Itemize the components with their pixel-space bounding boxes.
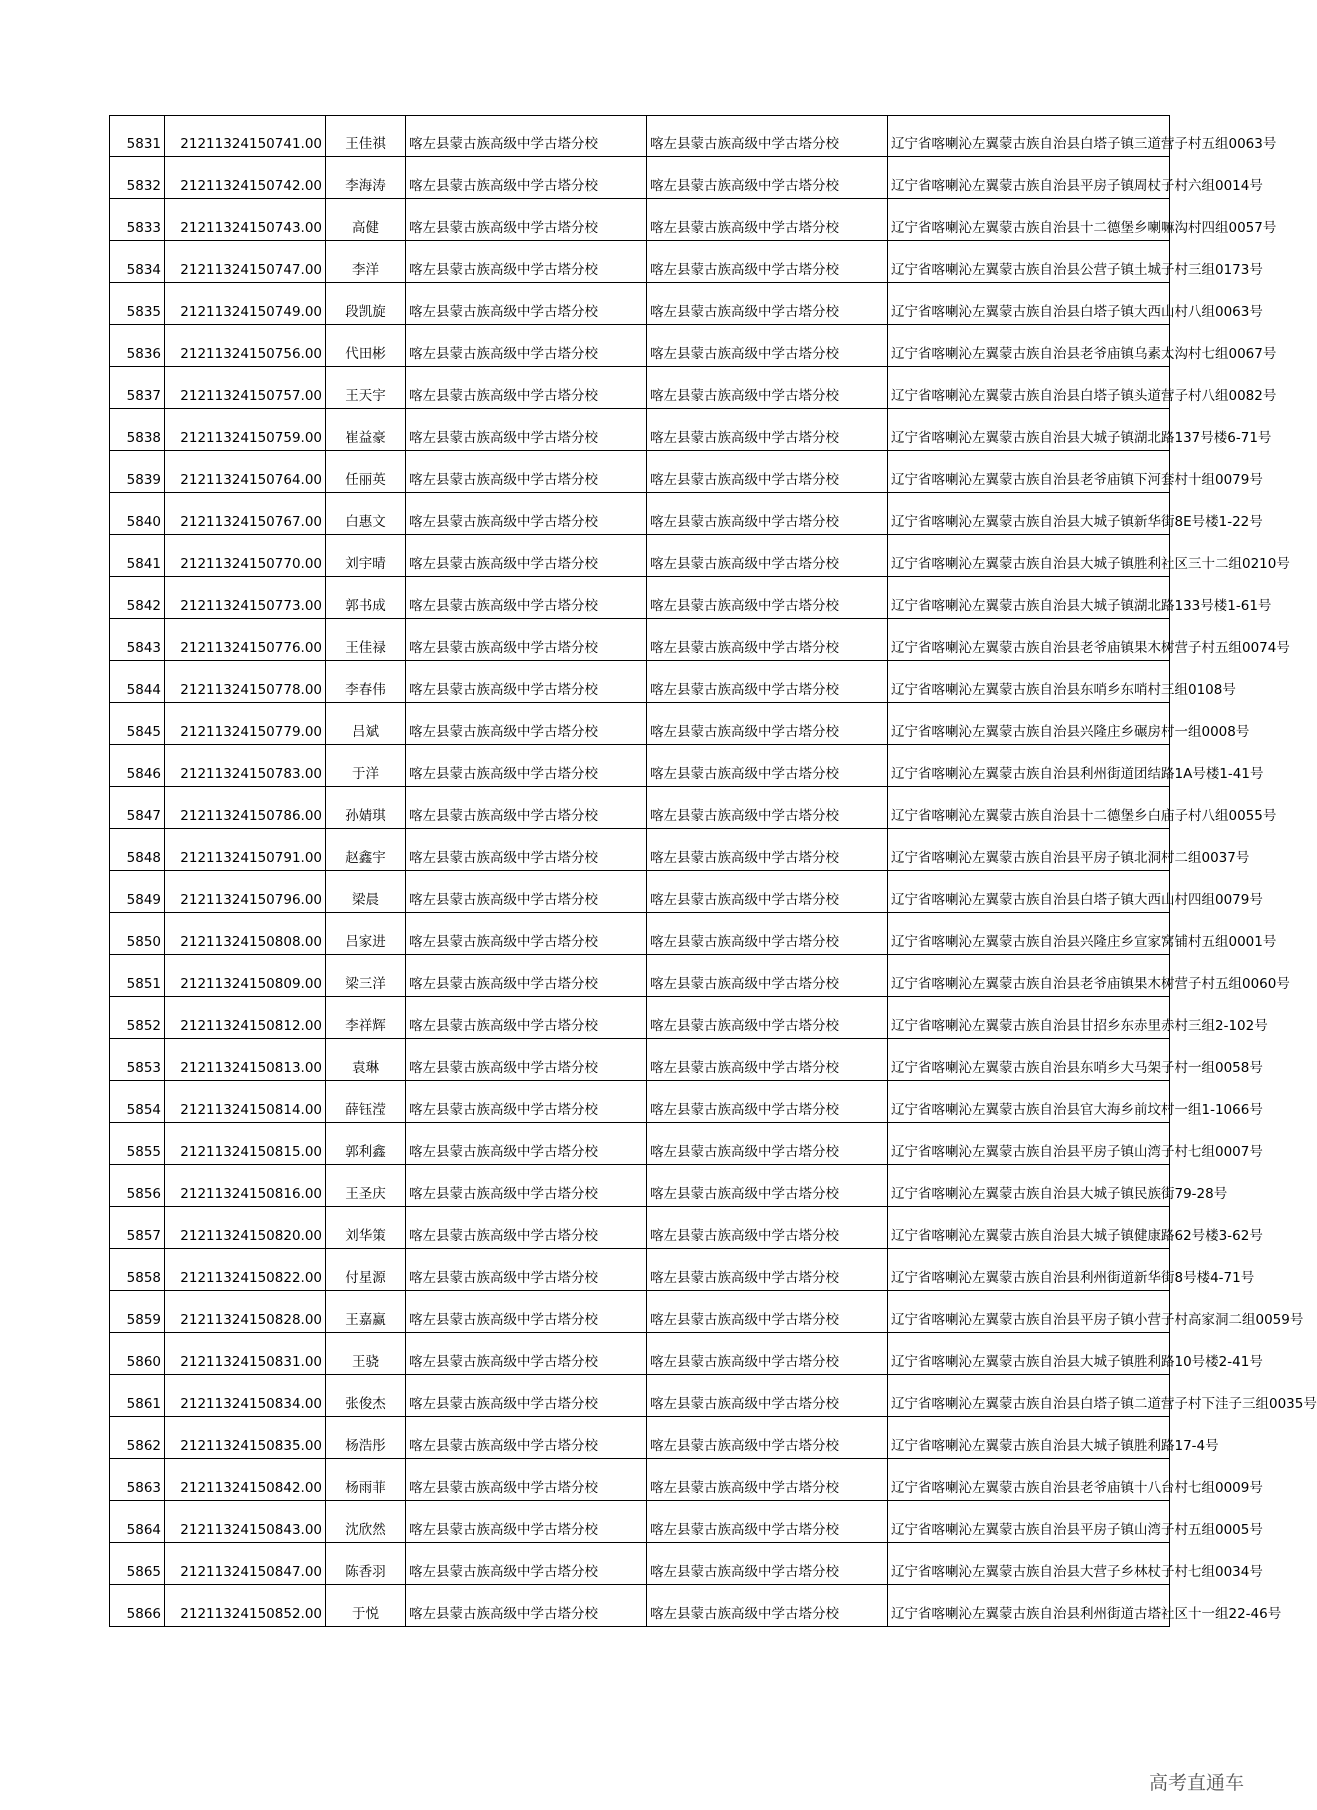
cell-serial-number: 5849 [110, 871, 165, 913]
cell-student-name: 王骁 [326, 1333, 406, 1375]
cell-exam-id: 21211324150786.00 [165, 787, 326, 829]
table-row [110, 493, 1170, 535]
cell-serial-number: 5843 [110, 619, 165, 661]
cell-serial-number: 5863 [110, 1459, 165, 1501]
cell-address: 辽宁省喀喇沁左翼蒙古族自治县大城子镇湖北路133号楼1-61号 [888, 577, 1170, 619]
cell-school-branch: 喀左县蒙古族高级中学古塔分校 [647, 1291, 888, 1333]
table-row [110, 1207, 1170, 1249]
cell-student-name: 李海涛 [326, 157, 406, 199]
cell-school: 喀左县蒙古族高级中学古塔分校 [406, 1333, 647, 1375]
cell-exam-id: 21211324150749.00 [165, 283, 326, 325]
cell-school-branch: 喀左县蒙古族高级中学古塔分校 [647, 1207, 888, 1249]
cell-school-branch: 喀左县蒙古族高级中学古塔分校 [647, 1375, 888, 1417]
cell-serial-number: 5845 [110, 703, 165, 745]
cell-school-branch: 喀左县蒙古族高级中学古塔分校 [647, 829, 888, 871]
cell-address: 辽宁省喀喇沁左翼蒙古族自治县利州街道古塔社区十一组22-46号 [888, 1585, 1170, 1627]
cell-school: 喀左县蒙古族高级中学古塔分校 [406, 745, 647, 787]
cell-student-name: 李祥辉 [326, 997, 406, 1039]
cell-student-name: 郭书成 [326, 577, 406, 619]
table-row [110, 787, 1170, 829]
cell-student-name: 崔益豪 [326, 409, 406, 451]
cell-serial-number: 5842 [110, 577, 165, 619]
cell-student-name: 陈香羽 [326, 1543, 406, 1585]
cell-serial-number: 5847 [110, 787, 165, 829]
table-row [110, 577, 1170, 619]
cell-school: 喀左县蒙古族高级中学古塔分校 [406, 157, 647, 199]
cell-exam-id: 21211324150764.00 [165, 451, 326, 493]
cell-address: 辽宁省喀喇沁左翼蒙古族自治县平房子镇小营子村高家洞二组0059号 [888, 1291, 1170, 1333]
cell-address: 辽宁省喀喇沁左翼蒙古族自治县兴隆庄乡碾房村一组0008号 [888, 703, 1170, 745]
cell-student-name: 任丽英 [326, 451, 406, 493]
cell-student-name: 袁琳 [326, 1039, 406, 1081]
cell-school-branch: 喀左县蒙古族高级中学古塔分校 [647, 199, 888, 241]
cell-address: 辽宁省喀喇沁左翼蒙古族自治县白塔子镇大西山村四组0079号 [888, 871, 1170, 913]
cell-address: 辽宁省喀喇沁左翼蒙古族自治县老爷庙镇下河套村十组0079号 [888, 451, 1170, 493]
cell-serial-number: 5855 [110, 1123, 165, 1165]
cell-address: 辽宁省喀喇沁左翼蒙古族自治县平房子镇北洞村二组0037号 [888, 829, 1170, 871]
cell-exam-id: 21211324150808.00 [165, 913, 326, 955]
cell-address: 辽宁省喀喇沁左翼蒙古族自治县大城子镇民族街79-28号 [888, 1165, 1170, 1207]
cell-school-branch: 喀左县蒙古族高级中学古塔分校 [647, 367, 888, 409]
cell-school: 喀左县蒙古族高级中学古塔分校 [406, 535, 647, 577]
cell-school: 喀左县蒙古族高级中学古塔分校 [406, 493, 647, 535]
cell-exam-id: 21211324150828.00 [165, 1291, 326, 1333]
cell-address: 辽宁省喀喇沁左翼蒙古族自治县平房子镇山湾子村五组0005号 [888, 1501, 1170, 1543]
cell-school-branch: 喀左县蒙古族高级中学古塔分校 [647, 997, 888, 1039]
cell-serial-number: 5835 [110, 283, 165, 325]
cell-address: 辽宁省喀喇沁左翼蒙古族自治县大营子乡林杖子村七组0034号 [888, 1543, 1170, 1585]
cell-school: 喀左县蒙古族高级中学古塔分校 [406, 241, 647, 283]
cell-school: 喀左县蒙古族高级中学古塔分校 [406, 1291, 647, 1333]
cell-school-branch: 喀左县蒙古族高级中学古塔分校 [647, 116, 888, 157]
cell-serial-number: 5856 [110, 1165, 165, 1207]
cell-address: 辽宁省喀喇沁左翼蒙古族自治县白塔子镇大西山村八组0063号 [888, 283, 1170, 325]
cell-exam-id: 21211324150791.00 [165, 829, 326, 871]
table-row [110, 1585, 1170, 1627]
cell-address: 辽宁省喀喇沁左翼蒙古族自治县老爷庙镇乌素太沟村七组0067号 [888, 325, 1170, 367]
cell-school: 喀左县蒙古族高级中学古塔分校 [406, 1249, 647, 1291]
cell-exam-id: 21211324150773.00 [165, 577, 326, 619]
cell-address: 辽宁省喀喇沁左翼蒙古族自治县白塔子镇头道营子村八组0082号 [888, 367, 1170, 409]
table-row [110, 241, 1170, 283]
cell-school: 喀左县蒙古族高级中学古塔分校 [406, 116, 647, 157]
cell-student-name: 刘宇晴 [326, 535, 406, 577]
cell-student-name: 王佳禄 [326, 619, 406, 661]
cell-student-name: 吕斌 [326, 703, 406, 745]
cell-address: 辽宁省喀喇沁左翼蒙古族自治县十二德堡乡白庙子村八组0055号 [888, 787, 1170, 829]
cell-student-name: 薛钰滢 [326, 1081, 406, 1123]
cell-address: 辽宁省喀喇沁左翼蒙古族自治县东哨乡大马架子村一组0058号 [888, 1039, 1170, 1081]
cell-school: 喀左县蒙古族高级中学古塔分校 [406, 619, 647, 661]
cell-serial-number: 5857 [110, 1207, 165, 1249]
cell-serial-number: 5831 [110, 116, 165, 157]
cell-school: 喀左县蒙古族高级中学古塔分校 [406, 1375, 647, 1417]
table-row [110, 1249, 1170, 1291]
cell-school: 喀左县蒙古族高级中学古塔分校 [406, 409, 647, 451]
cell-serial-number: 5858 [110, 1249, 165, 1291]
cell-school: 喀左县蒙古族高级中学古塔分校 [406, 199, 647, 241]
cell-school: 喀左县蒙古族高级中学古塔分校 [406, 829, 647, 871]
table-row [110, 1123, 1170, 1165]
cell-school-branch: 喀左县蒙古族高级中学古塔分校 [647, 1081, 888, 1123]
table-row [110, 955, 1170, 997]
cell-school-branch: 喀左县蒙古族高级中学古塔分校 [647, 1039, 888, 1081]
table-row [110, 157, 1170, 199]
cell-address: 辽宁省喀喇沁左翼蒙古族自治县老爷庙镇果木树营子村五组0074号 [888, 619, 1170, 661]
cell-student-name: 于洋 [326, 745, 406, 787]
cell-school-branch: 喀左县蒙古族高级中学古塔分校 [647, 577, 888, 619]
table-row [110, 1375, 1170, 1417]
cell-serial-number: 5846 [110, 745, 165, 787]
cell-exam-id: 21211324150843.00 [165, 1501, 326, 1543]
cell-student-name: 代田彬 [326, 325, 406, 367]
table-row [110, 1459, 1170, 1501]
cell-school: 喀左县蒙古族高级中学古塔分校 [406, 787, 647, 829]
cell-serial-number: 5866 [110, 1585, 165, 1627]
cell-address: 辽宁省喀喇沁左翼蒙古族自治县甘招乡东赤里赤村三组2-102号 [888, 997, 1170, 1039]
cell-school-branch: 喀左县蒙古族高级中学古塔分校 [647, 1417, 888, 1459]
cell-student-name: 王嘉赢 [326, 1291, 406, 1333]
table-row [110, 116, 1170, 157]
cell-serial-number: 5859 [110, 1291, 165, 1333]
table-row [110, 661, 1170, 703]
cell-serial-number: 5833 [110, 199, 165, 241]
cell-school: 喀左县蒙古族高级中学古塔分校 [406, 1207, 647, 1249]
cell-school: 喀左县蒙古族高级中学古塔分校 [406, 661, 647, 703]
cell-school: 喀左县蒙古族高级中学古塔分校 [406, 1165, 647, 1207]
cell-address: 辽宁省喀喇沁左翼蒙古族自治县利州街道团结路1A号楼1-41号 [888, 745, 1170, 787]
cell-school: 喀左县蒙古族高级中学古塔分校 [406, 1081, 647, 1123]
cell-exam-id: 21211324150783.00 [165, 745, 326, 787]
table-row [110, 1417, 1170, 1459]
table-row [110, 325, 1170, 367]
cell-student-name: 于悦 [326, 1585, 406, 1627]
cell-serial-number: 5865 [110, 1543, 165, 1585]
cell-school: 喀左县蒙古族高级中学古塔分校 [406, 1039, 647, 1081]
cell-address: 辽宁省喀喇沁左翼蒙古族自治县平房子镇周杖子村六组0014号 [888, 157, 1170, 199]
cell-school-branch: 喀左县蒙古族高级中学古塔分校 [647, 157, 888, 199]
cell-student-name: 王天宇 [326, 367, 406, 409]
cell-exam-id: 21211324150778.00 [165, 661, 326, 703]
cell-school: 喀左县蒙古族高级中学古塔分校 [406, 577, 647, 619]
cell-serial-number: 5851 [110, 955, 165, 997]
cell-address: 辽宁省喀喇沁左翼蒙古族自治县大城子镇健康路62号楼3-62号 [888, 1207, 1170, 1249]
cell-student-name: 杨浩彤 [326, 1417, 406, 1459]
cell-exam-id: 21211324150831.00 [165, 1333, 326, 1375]
cell-serial-number: 5860 [110, 1333, 165, 1375]
cell-school: 喀左县蒙古族高级中学古塔分校 [406, 367, 647, 409]
table-row [110, 997, 1170, 1039]
cell-address: 辽宁省喀喇沁左翼蒙古族自治县公营子镇土城子村三组0173号 [888, 241, 1170, 283]
cell-address: 辽宁省喀喇沁左翼蒙古族自治县大城子镇胜利路17-4号 [888, 1417, 1170, 1459]
cell-address: 辽宁省喀喇沁左翼蒙古族自治县大城子镇新华街8E号楼1-22号 [888, 493, 1170, 535]
table-row [110, 1291, 1170, 1333]
cell-student-name: 付星源 [326, 1249, 406, 1291]
cell-school-branch: 喀左县蒙古族高级中学古塔分校 [647, 535, 888, 577]
cell-address: 辽宁省喀喇沁左翼蒙古族自治县大城子镇胜利社区三十二组0210号 [888, 535, 1170, 577]
cell-student-name: 张俊杰 [326, 1375, 406, 1417]
cell-school-branch: 喀左县蒙古族高级中学古塔分校 [647, 745, 888, 787]
cell-serial-number: 5852 [110, 997, 165, 1039]
cell-school: 喀左县蒙古族高级中学古塔分校 [406, 955, 647, 997]
table-row [110, 535, 1170, 577]
cell-exam-id: 21211324150847.00 [165, 1543, 326, 1585]
cell-school: 喀左县蒙古族高级中学古塔分校 [406, 703, 647, 745]
cell-school: 喀左县蒙古族高级中学古塔分校 [406, 871, 647, 913]
cell-student-name: 王佳祺 [326, 116, 406, 157]
cell-serial-number: 5844 [110, 661, 165, 703]
cell-address: 辽宁省喀喇沁左翼蒙古族自治县老爷庙镇果木树营子村五组0060号 [888, 955, 1170, 997]
cell-student-name: 李春伟 [326, 661, 406, 703]
cell-exam-id: 21211324150815.00 [165, 1123, 326, 1165]
cell-serial-number: 5832 [110, 157, 165, 199]
cell-school: 喀左县蒙古族高级中学古塔分校 [406, 1543, 647, 1585]
cell-school-branch: 喀左县蒙古族高级中学古塔分校 [647, 325, 888, 367]
cell-address: 辽宁省喀喇沁左翼蒙古族自治县十二德堡乡喇嘛沟村四组0057号 [888, 199, 1170, 241]
cell-school-branch: 喀左县蒙古族高级中学古塔分校 [647, 1165, 888, 1207]
cell-school-branch: 喀左县蒙古族高级中学古塔分校 [647, 661, 888, 703]
cell-school-branch: 喀左县蒙古族高级中学古塔分校 [647, 955, 888, 997]
table-row [110, 283, 1170, 325]
cell-exam-id: 21211324150814.00 [165, 1081, 326, 1123]
cell-exam-id: 21211324150816.00 [165, 1165, 326, 1207]
cell-school-branch: 喀左县蒙古族高级中学古塔分校 [647, 871, 888, 913]
cell-student-name: 高健 [326, 199, 406, 241]
cell-school: 喀左县蒙古族高级中学古塔分校 [406, 997, 647, 1039]
table-row [110, 1501, 1170, 1543]
table-row [110, 1543, 1170, 1585]
cell-exam-id: 21211324150812.00 [165, 997, 326, 1039]
cell-serial-number: 5839 [110, 451, 165, 493]
cell-student-name: 孙婧琪 [326, 787, 406, 829]
cell-school: 喀左县蒙古族高级中学古塔分校 [406, 325, 647, 367]
cell-exam-id: 21211324150842.00 [165, 1459, 326, 1501]
table-row [110, 871, 1170, 913]
cell-student-name: 李洋 [326, 241, 406, 283]
cell-student-name: 梁三洋 [326, 955, 406, 997]
cell-serial-number: 5848 [110, 829, 165, 871]
table-row [110, 913, 1170, 955]
table-row [110, 1081, 1170, 1123]
cell-exam-id: 21211324150809.00 [165, 955, 326, 997]
cell-student-name: 郭利鑫 [326, 1123, 406, 1165]
cell-school: 喀左县蒙古族高级中学古塔分校 [406, 1459, 647, 1501]
cell-exam-id: 21211324150813.00 [165, 1039, 326, 1081]
cell-school: 喀左县蒙古族高级中学古塔分校 [406, 1501, 647, 1543]
cell-address: 辽宁省喀喇沁左翼蒙古族自治县白塔子镇二道营子村下洼子三组0035号 [888, 1375, 1170, 1417]
cell-address: 辽宁省喀喇沁左翼蒙古族自治县利州街道新华街8号楼4-71号 [888, 1249, 1170, 1291]
cell-exam-id: 21211324150756.00 [165, 325, 326, 367]
cell-address: 辽宁省喀喇沁左翼蒙古族自治县大城子镇湖北路137号楼6-71号 [888, 409, 1170, 451]
cell-address: 辽宁省喀喇沁左翼蒙古族自治县兴隆庄乡宣家窝铺村五组0001号 [888, 913, 1170, 955]
cell-address: 辽宁省喀喇沁左翼蒙古族自治县白塔子镇三道营子村五组0063号 [888, 116, 1170, 157]
cell-exam-id: 21211324150759.00 [165, 409, 326, 451]
table-row [110, 703, 1170, 745]
cell-serial-number: 5836 [110, 325, 165, 367]
cell-exam-id: 21211324150757.00 [165, 367, 326, 409]
cell-school-branch: 喀左县蒙古族高级中学古塔分校 [647, 703, 888, 745]
table-row [110, 409, 1170, 451]
cell-student-name: 段凯旋 [326, 283, 406, 325]
table-row [110, 199, 1170, 241]
cell-school-branch: 喀左县蒙古族高级中学古塔分校 [647, 1585, 888, 1627]
cell-school: 喀左县蒙古族高级中学古塔分校 [406, 283, 647, 325]
cell-student-name: 刘华策 [326, 1207, 406, 1249]
cell-school: 喀左县蒙古族高级中学古塔分校 [406, 913, 647, 955]
cell-school-branch: 喀左县蒙古族高级中学古塔分校 [647, 913, 888, 955]
table-row [110, 451, 1170, 493]
cell-exam-id: 21211324150852.00 [165, 1585, 326, 1627]
cell-student-name: 梁晨 [326, 871, 406, 913]
cell-serial-number: 5834 [110, 241, 165, 283]
cell-school-branch: 喀左县蒙古族高级中学古塔分校 [647, 1543, 888, 1585]
table-row [110, 829, 1170, 871]
cell-school: 喀左县蒙古族高级中学古塔分校 [406, 1417, 647, 1459]
cell-school-branch: 喀左县蒙古族高级中学古塔分校 [647, 1123, 888, 1165]
cell-school-branch: 喀左县蒙古族高级中学古塔分校 [647, 409, 888, 451]
cell-school-branch: 喀左县蒙古族高级中学古塔分校 [647, 493, 888, 535]
table-row [110, 619, 1170, 661]
cell-serial-number: 5841 [110, 535, 165, 577]
cell-serial-number: 5853 [110, 1039, 165, 1081]
cell-exam-id: 21211324150767.00 [165, 493, 326, 535]
cell-exam-id: 21211324150822.00 [165, 1249, 326, 1291]
cell-school: 喀左县蒙古族高级中学古塔分校 [406, 451, 647, 493]
cell-address: 辽宁省喀喇沁左翼蒙古族自治县官大海乡前坟村一组1-1066号 [888, 1081, 1170, 1123]
cell-serial-number: 5861 [110, 1375, 165, 1417]
table-row [110, 1333, 1170, 1375]
student-roster-table [109, 115, 1317, 1627]
cell-exam-id: 21211324150779.00 [165, 703, 326, 745]
cell-student-name: 白惠文 [326, 493, 406, 535]
cell-address: 辽宁省喀喇沁左翼蒙古族自治县东哨乡东哨村三组0108号 [888, 661, 1170, 703]
cell-student-name: 沈欣然 [326, 1501, 406, 1543]
table-row [110, 1165, 1170, 1207]
cell-school-branch: 喀左县蒙古族高级中学古塔分校 [647, 1501, 888, 1543]
cell-school-branch: 喀左县蒙古族高级中学古塔分校 [647, 619, 888, 661]
cell-exam-id: 21211324150770.00 [165, 535, 326, 577]
cell-student-name: 吕家进 [326, 913, 406, 955]
cell-serial-number: 5864 [110, 1501, 165, 1543]
cell-school-branch: 喀左县蒙古族高级中学古塔分校 [647, 283, 888, 325]
cell-school-branch: 喀左县蒙古族高级中学古塔分校 [647, 241, 888, 283]
cell-school: 喀左县蒙古族高级中学古塔分校 [406, 1585, 647, 1627]
cell-address: 辽宁省喀喇沁左翼蒙古族自治县平房子镇山湾子村七组0007号 [888, 1123, 1170, 1165]
cell-serial-number: 5850 [110, 913, 165, 955]
cell-school-branch: 喀左县蒙古族高级中学古塔分校 [647, 1249, 888, 1291]
cell-serial-number: 5854 [110, 1081, 165, 1123]
table-row [110, 1039, 1170, 1081]
cell-exam-id: 21211324150796.00 [165, 871, 326, 913]
cell-school-branch: 喀左县蒙古族高级中学古塔分校 [647, 451, 888, 493]
cell-school-branch: 喀左县蒙古族高级中学古塔分校 [647, 1333, 888, 1375]
cell-address: 辽宁省喀喇沁左翼蒙古族自治县老爷庙镇十八台村七组0009号 [888, 1459, 1170, 1501]
cell-school-branch: 喀左县蒙古族高级中学古塔分校 [647, 1459, 888, 1501]
cell-exam-id: 21211324150820.00 [165, 1207, 326, 1249]
roster-body [110, 116, 1317, 1627]
table-row [110, 745, 1170, 787]
cell-exam-id: 21211324150741.00 [165, 116, 326, 157]
cell-exam-id: 21211324150747.00 [165, 241, 326, 283]
cell-exam-id: 21211324150742.00 [165, 157, 326, 199]
cell-student-name: 赵鑫宇 [326, 829, 406, 871]
cell-student-name: 杨雨菲 [326, 1459, 406, 1501]
cell-school-branch: 喀左县蒙古族高级中学古塔分校 [647, 787, 888, 829]
watermark-text: 高考直通车 [1148, 1772, 1244, 1794]
cell-serial-number: 5840 [110, 493, 165, 535]
table-row [110, 367, 1170, 409]
cell-exam-id: 21211324150834.00 [165, 1375, 326, 1417]
cell-exam-id: 21211324150776.00 [165, 619, 326, 661]
cell-exam-id: 21211324150835.00 [165, 1417, 326, 1459]
cell-serial-number: 5862 [110, 1417, 165, 1459]
cell-serial-number: 5837 [110, 367, 165, 409]
cell-exam-id: 21211324150743.00 [165, 199, 326, 241]
cell-student-name: 王圣庆 [326, 1165, 406, 1207]
cell-school: 喀左县蒙古族高级中学古塔分校 [406, 1123, 647, 1165]
cell-address: 辽宁省喀喇沁左翼蒙古族自治县大城子镇胜利路10号楼2-41号 [888, 1333, 1170, 1375]
cell-serial-number: 5838 [110, 409, 165, 451]
